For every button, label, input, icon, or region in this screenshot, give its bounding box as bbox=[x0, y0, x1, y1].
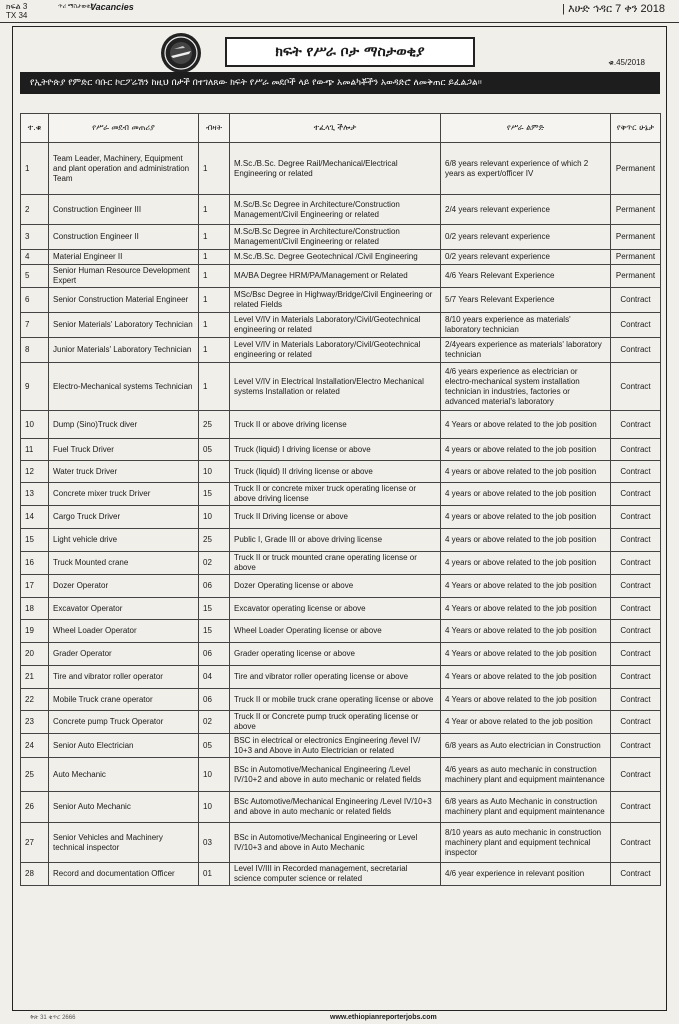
employment-type: Contract bbox=[611, 506, 661, 529]
job-title: Dump (Sino)Truck diver bbox=[49, 411, 199, 439]
job-title: Light vehicle drive bbox=[49, 529, 199, 552]
table-row bbox=[21, 689, 661, 711]
table-row bbox=[21, 792, 661, 823]
employment-type: Contract bbox=[611, 338, 661, 363]
qualification: MA/BA Degree HRM/PA/Management or Related bbox=[230, 265, 441, 288]
qualification: Tire and vibrator roller operating license or above bbox=[230, 666, 441, 689]
qualification: Wheel Loader Operating license or above bbox=[230, 620, 441, 643]
job-title: Truck Mounted crane bbox=[49, 552, 199, 575]
job-title: Mobile Truck crane operator bbox=[49, 689, 199, 711]
row-number: 15 bbox=[21, 529, 49, 552]
row-number: 22 bbox=[21, 689, 49, 711]
table-row bbox=[21, 598, 661, 620]
quantity: 10 bbox=[199, 758, 230, 792]
row-number: 9 bbox=[21, 363, 49, 411]
table-row bbox=[21, 506, 661, 529]
experience: 4 years or above related to the job position bbox=[441, 439, 611, 461]
footer-url-link[interactable]: www.ethiopianreporterjobs.com bbox=[330, 1014, 437, 1021]
job-title: Senior Auto Electrician bbox=[49, 734, 199, 758]
quantity: 15 bbox=[199, 483, 230, 506]
experience: 6/8 years as Auto Mechanic in construction machinery plant and equipment maintenance bbox=[441, 792, 611, 823]
job-title: Material Engineer II bbox=[49, 250, 199, 265]
job-title: Fuel Truck Driver bbox=[49, 439, 199, 461]
quantity: 05 bbox=[199, 734, 230, 758]
table-row bbox=[21, 225, 661, 250]
quantity: 1 bbox=[199, 225, 230, 250]
job-title: Senior Construction Material Engineer bbox=[49, 288, 199, 313]
employment-type: Contract bbox=[611, 792, 661, 823]
quantity: 06 bbox=[199, 575, 230, 598]
quantity: 25 bbox=[199, 411, 230, 439]
employment-type: Contract bbox=[611, 552, 661, 575]
table-body bbox=[21, 143, 661, 886]
job-title: Water truck Driver bbox=[49, 461, 199, 483]
corporation-logo-icon bbox=[161, 33, 201, 73]
employment-type: Permanent bbox=[611, 250, 661, 265]
table-row bbox=[21, 575, 661, 598]
quantity: 04 bbox=[199, 666, 230, 689]
quantity: 10 bbox=[199, 506, 230, 529]
quantity: 15 bbox=[199, 598, 230, 620]
experience: 4 years or above related to the job position bbox=[441, 529, 611, 552]
intro-banner: የኢትዮጵያ የምድር ባቡር ኮርፖሬሽን ከዚህ በታች በተገለጸው ክፍት የሥራ መደቦች ላይ የውጭ አመልካቾችን አወዳድሮ ለመቅጠር ይፈልጋል፡፡ bbox=[20, 72, 660, 94]
qualification: Level V/IV in Materials Laboratory/Civil/Geotechnical engineering or related bbox=[230, 313, 441, 338]
job-title: Cargo Truck Driver bbox=[49, 506, 199, 529]
row-number: 7 bbox=[21, 313, 49, 338]
experience: 6/8 years as Auto electrician in Construction bbox=[441, 734, 611, 758]
quantity: 03 bbox=[199, 823, 230, 863]
ad-title: ክፍት የሥራ ቦታ ማስታወቂያ bbox=[225, 37, 475, 67]
job-title: Auto Mechanic bbox=[49, 758, 199, 792]
experience: 4 Years or above related to the job position bbox=[441, 598, 611, 620]
qualification: M.Sc/B.Sc Degree in Architecture/Construction Management/Civil Engineering or related bbox=[230, 195, 441, 225]
experience: 0/2 years relevant experience bbox=[441, 250, 611, 265]
qualification: Truck II or Concrete pump truck operating license or above bbox=[230, 711, 441, 734]
experience: 4 years or above related to the job position bbox=[441, 461, 611, 483]
experience: 4 Years or above related to the job position bbox=[441, 411, 611, 439]
experience: 6/8 years relevant experience of which 2 years as expert/officer IV bbox=[441, 143, 611, 195]
qualification: M.Sc./B.Sc. Degree Rail/Mechanical/Electrical Engineering or related bbox=[230, 143, 441, 195]
experience: 4 years or above related to the job position bbox=[441, 552, 611, 575]
qualification: Level V/IV in Materials Laboratory/Civil/Geotechnical engineering or related bbox=[230, 338, 441, 363]
employment-type: Contract bbox=[611, 411, 661, 439]
experience: 4/6 years as auto mechanic in construction machinery plant and equipment maintenance bbox=[441, 758, 611, 792]
table-row bbox=[21, 143, 661, 195]
qualification: M.Sc/B.Sc Degree in Architecture/Construction Management/Civil Engineering or related bbox=[230, 225, 441, 250]
quantity: 1 bbox=[199, 288, 230, 313]
employment-type: Permanent bbox=[611, 143, 661, 195]
row-number: 13 bbox=[21, 483, 49, 506]
qualification: Public I, Grade III or above driving license bbox=[230, 529, 441, 552]
job-title: Senior Auto Mechanic bbox=[49, 792, 199, 823]
table-header-row bbox=[21, 114, 661, 143]
qualification: Level V/IV in Electrical Installation/Electro Mechanical systems Installation or related bbox=[230, 363, 441, 411]
table-row bbox=[21, 711, 661, 734]
table-row bbox=[21, 313, 661, 338]
row-number: 27 bbox=[21, 823, 49, 863]
quantity: 1 bbox=[199, 195, 230, 225]
job-title: Electro-Mechanical systems Technician bbox=[49, 363, 199, 411]
row-number: 23 bbox=[21, 711, 49, 734]
column-header: ብዛት bbox=[199, 114, 230, 143]
quantity: 1 bbox=[199, 143, 230, 195]
experience: 4 years or above related to the job position bbox=[441, 483, 611, 506]
experience: 4 Years or above related to the job position bbox=[441, 575, 611, 598]
reference-number: ቁ.45/2018 bbox=[608, 58, 645, 67]
job-title: Dozer Operator bbox=[49, 575, 199, 598]
row-number: 3 bbox=[21, 225, 49, 250]
vacancy-table bbox=[20, 113, 661, 886]
table-row bbox=[21, 734, 661, 758]
table-row bbox=[21, 439, 661, 461]
quantity: 02 bbox=[199, 552, 230, 575]
job-title: Senior Materials' Laboratory Technician bbox=[49, 313, 199, 338]
experience: 4 Years or above related to the job position bbox=[441, 620, 611, 643]
row-number: 1 bbox=[21, 143, 49, 195]
qualification: Truck II Driving license or above bbox=[230, 506, 441, 529]
row-number: 4 bbox=[21, 250, 49, 265]
experience: 2/4years experience as materials' laboratory technician bbox=[441, 338, 611, 363]
employment-type: Contract bbox=[611, 666, 661, 689]
row-number: 17 bbox=[21, 575, 49, 598]
quantity: 15 bbox=[199, 620, 230, 643]
table-row bbox=[21, 758, 661, 792]
employment-type: Contract bbox=[611, 689, 661, 711]
row-number: 5 bbox=[21, 265, 49, 288]
job-title: Tire and vibrator roller operator bbox=[49, 666, 199, 689]
table-row bbox=[21, 863, 661, 886]
qualification: Truck (liquid) II driving license or above bbox=[230, 461, 441, 483]
employment-type: Contract bbox=[611, 758, 661, 792]
row-number: 10 bbox=[21, 411, 49, 439]
experience: 8/10 years as auto mechanic in construction machinery plant and equipment technical inspector bbox=[441, 823, 611, 863]
row-number: 25 bbox=[21, 758, 49, 792]
table-row bbox=[21, 338, 661, 363]
experience: 4 Year or above related to the job position bbox=[441, 711, 611, 734]
experience: 4 years or above related to the job position bbox=[441, 506, 611, 529]
section-label: Vacancies bbox=[90, 2, 134, 12]
table-row bbox=[21, 363, 661, 411]
qualification: Truck II or truck mounted crane operating license or above bbox=[230, 552, 441, 575]
column-header: ተፈላጊ ችሎታ bbox=[230, 114, 441, 143]
qualification: Grader operating license or above bbox=[230, 643, 441, 666]
row-number: 28 bbox=[21, 863, 49, 886]
row-number: 2 bbox=[21, 195, 49, 225]
quantity: 10 bbox=[199, 461, 230, 483]
row-number: 12 bbox=[21, 461, 49, 483]
table-row bbox=[21, 620, 661, 643]
quantity: 01 bbox=[199, 863, 230, 886]
job-title: Concrete mixer truck Driver bbox=[49, 483, 199, 506]
column-header: ተ.ቁ bbox=[21, 114, 49, 143]
row-number: 8 bbox=[21, 338, 49, 363]
quantity: 1 bbox=[199, 313, 230, 338]
table-row bbox=[21, 823, 661, 863]
issue-number: ቅጽ 31 ቁጥር 2666 bbox=[30, 1015, 76, 1021]
job-title: Wheel Loader Operator bbox=[49, 620, 199, 643]
employment-type: Contract bbox=[611, 734, 661, 758]
quantity: 06 bbox=[199, 643, 230, 666]
qualification: MSc/Bsc Degree in Highway/Bridge/Civil Engineering or related Fields bbox=[230, 288, 441, 313]
row-number: 24 bbox=[21, 734, 49, 758]
qualification: Truck II or concrete mixer truck operating license or above driving license bbox=[230, 483, 441, 506]
table-row bbox=[21, 529, 661, 552]
issue-date: | እሁድ ኅዳር 7 ቀን 2018 bbox=[562, 3, 665, 15]
table-row bbox=[21, 552, 661, 575]
quantity: 1 bbox=[199, 250, 230, 265]
row-number: 19 bbox=[21, 620, 49, 643]
job-title: Grader Operator bbox=[49, 643, 199, 666]
quantity: 1 bbox=[199, 265, 230, 288]
qualification: Dozer Operating license or above bbox=[230, 575, 441, 598]
experience: 4/6 years experience as electrician or electro-mechanical system installation technician in industries, factories or advanced material's laboratory bbox=[441, 363, 611, 411]
quantity: 06 bbox=[199, 689, 230, 711]
quantity: 05 bbox=[199, 439, 230, 461]
qualification: Truck II or mobile truck crane operating license or above bbox=[230, 689, 441, 711]
employment-type: Permanent bbox=[611, 195, 661, 225]
row-number: 18 bbox=[21, 598, 49, 620]
table-row bbox=[21, 411, 661, 439]
employment-type: Contract bbox=[611, 439, 661, 461]
quantity: 1 bbox=[199, 363, 230, 411]
column-header: የሥራ መደብ መጠሪያ bbox=[49, 114, 199, 143]
employment-type: Contract bbox=[611, 313, 661, 338]
quantity: 10 bbox=[199, 792, 230, 823]
row-number: 11 bbox=[21, 439, 49, 461]
experience: 4 Years or above related to the job position bbox=[441, 643, 611, 666]
experience: 5/7 Years Relevant Experience bbox=[441, 288, 611, 313]
employment-type: Permanent bbox=[611, 225, 661, 250]
qualification: Truck II or above driving license bbox=[230, 411, 441, 439]
qualification: Excavator operating license or above bbox=[230, 598, 441, 620]
employment-type: Permanent bbox=[611, 265, 661, 288]
column-header: የሥራ ልምድ bbox=[441, 114, 611, 143]
employment-type: Contract bbox=[611, 643, 661, 666]
row-number: 26 bbox=[21, 792, 49, 823]
employment-type: Contract bbox=[611, 461, 661, 483]
quantity: 02 bbox=[199, 711, 230, 734]
quantity: 1 bbox=[199, 338, 230, 363]
job-title: Concrete pump Truck Operator bbox=[49, 711, 199, 734]
experience: 4 Years or above related to the job position bbox=[441, 666, 611, 689]
job-title: Team Leader, Machinery, Equipment and plant operation and administration Team bbox=[49, 143, 199, 195]
job-title: Construction Engineer III bbox=[49, 195, 199, 225]
job-title: Excavator Operator bbox=[49, 598, 199, 620]
employment-type: Contract bbox=[611, 598, 661, 620]
qualification: BSC in electrical or electronics Engineering /level IV/ 10+3 and Above in Auto Electrician or related bbox=[230, 734, 441, 758]
employment-type: Contract bbox=[611, 288, 661, 313]
qualification: BSc Automotive/Mechanical Engineering /Level IV/10+3 and above in auto mechanic or related fields bbox=[230, 792, 441, 823]
employment-type: Contract bbox=[611, 529, 661, 552]
row-number: 21 bbox=[21, 666, 49, 689]
column-header: የቅጥር ሁኔታ bbox=[611, 114, 661, 143]
table-row bbox=[21, 265, 661, 288]
row-number: 20 bbox=[21, 643, 49, 666]
experience: 4/6 year experience in relevant position bbox=[441, 863, 611, 886]
experience: 4 Years or above related to the job position bbox=[441, 689, 611, 711]
employment-type: Contract bbox=[611, 711, 661, 734]
employment-type: Contract bbox=[611, 363, 661, 411]
section-number: ክፍል 3 TX 34 bbox=[6, 2, 28, 20]
job-title: Construction Engineer II bbox=[49, 225, 199, 250]
employment-type: Contract bbox=[611, 575, 661, 598]
job-title: Record and documentation Officer bbox=[49, 863, 199, 886]
qualification: BSc in Automotive/Mechanical Engineering /Level IV/10+2 and above in auto mechanic or related fields bbox=[230, 758, 441, 792]
qualification: Truck (liquid) I driving license or above bbox=[230, 439, 441, 461]
experience: 0/2 years relevant experience bbox=[441, 225, 611, 250]
table-row bbox=[21, 288, 661, 313]
newspaper-header bbox=[0, 0, 679, 23]
table-row bbox=[21, 643, 661, 666]
table-row bbox=[21, 461, 661, 483]
experience: 8/10 years experience as materials' laboratory technician bbox=[441, 313, 611, 338]
qualification: Level IV/III in Recorded management, secretarial science computer science or related bbox=[230, 863, 441, 886]
experience: 2/4 years relevant experience bbox=[441, 195, 611, 225]
experience: 4/6 Years Relevant Experience bbox=[441, 265, 611, 288]
employment-type: Contract bbox=[611, 483, 661, 506]
table-row bbox=[21, 483, 661, 506]
job-title: Senior Human Resource Development Expert bbox=[49, 265, 199, 288]
row-number: 16 bbox=[21, 552, 49, 575]
row-number: 6 bbox=[21, 288, 49, 313]
quantity: 25 bbox=[199, 529, 230, 552]
employment-type: Contract bbox=[611, 863, 661, 886]
employment-type: Contract bbox=[611, 620, 661, 643]
table-row bbox=[21, 250, 661, 265]
row-number: 14 bbox=[21, 506, 49, 529]
job-title: Junior Materials' Laboratory Technician bbox=[49, 338, 199, 363]
table-row bbox=[21, 666, 661, 689]
qualification: M.Sc./B.Sc. Degree Geotechnical /Civil Engineering bbox=[230, 250, 441, 265]
job-title: Senior Vehicles and Machinery technical inspector bbox=[49, 823, 199, 863]
employment-type: Contract bbox=[611, 823, 661, 863]
table-row bbox=[21, 195, 661, 225]
section-label-amharic: ጥሪ ማስታወቂያ bbox=[58, 4, 94, 10]
qualification: BSc in Automotive/Mechanical Engineering or Level IV/10+3 and above in Auto Mechanic bbox=[230, 823, 441, 863]
